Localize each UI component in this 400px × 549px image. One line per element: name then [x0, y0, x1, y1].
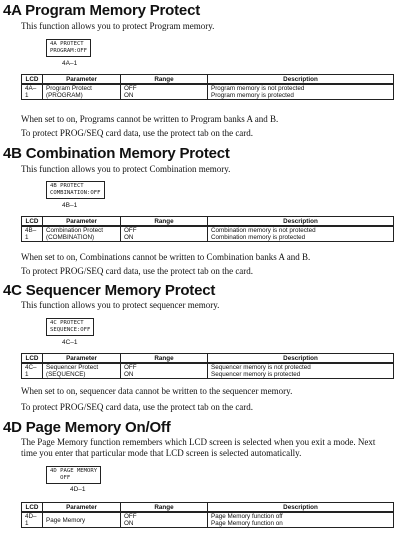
section-title: 4B Combination Memory Protect: [3, 145, 230, 162]
cell-description: [208, 226, 394, 242]
parameter-line-2: (COMBINATION): [46, 234, 95, 241]
table-header-row: [22, 503, 394, 513]
header-lcd: LCD: [22, 503, 43, 513]
range-off: OFF: [124, 227, 137, 234]
lcd-screen: [46, 181, 105, 199]
range-on: ON: [124, 371, 134, 378]
lcd-line-1: 4B PROTECT: [50, 183, 84, 189]
header-lcd: LCD: [22, 217, 43, 227]
note: When set to on, Programs cannot be written to Program banks A and B.: [21, 114, 279, 124]
description-line-2: Page Memory function on: [211, 520, 283, 527]
range-on: ON: [124, 520, 134, 527]
cell-lcd: 4C–1: [22, 363, 43, 379]
parameter-line-2: (SEQUENCE): [46, 371, 86, 378]
header-lcd: LCD: [22, 354, 43, 364]
section-title: 4C Sequencer Memory Protect: [3, 282, 216, 299]
section-title: 4D Page Memory On/Off: [3, 419, 171, 436]
description-line-1: Sequencer memory is not protected: [211, 364, 311, 371]
lcd-screen: [46, 466, 101, 484]
parameter-table: [21, 74, 394, 100]
header-range: Range: [121, 354, 208, 364]
section-intro: This function allows you to protect Combination memory.: [21, 164, 231, 174]
section-title: 4A Program Memory Protect: [3, 2, 201, 19]
cell-parameter: Page Memory: [43, 512, 121, 528]
range-off: OFF: [124, 85, 137, 92]
lcd-line-2: PROGRAM:OFF: [50, 48, 88, 54]
description-line-1: Page Memory function off: [211, 513, 283, 520]
cell-lcd: 4A–1: [22, 84, 43, 100]
lcd-line-2: SEQUENCE:OFF: [50, 327, 91, 333]
header-description: Description: [208, 75, 394, 85]
note: When set to on, Combinations cannot be written to Combination banks A and B.: [21, 252, 311, 262]
header-description: Description: [208, 503, 394, 513]
cell-range: [121, 512, 208, 528]
parameter-table: [21, 353, 394, 379]
header-lcd: LCD: [22, 75, 43, 85]
header-description: Description: [208, 217, 394, 227]
description-line-2: Program memory is protected: [211, 92, 294, 99]
parameter-table: [21, 502, 394, 528]
range-on: ON: [124, 92, 134, 99]
lcd-screen: [46, 39, 91, 57]
lcd-id: 4D–1: [70, 486, 86, 493]
parameter-line-1: Program Protect: [46, 85, 92, 92]
header-range: Range: [121, 75, 208, 85]
table-header-row: [22, 354, 394, 364]
table-row: [22, 512, 394, 528]
section-intro: This function allows you to protect Program memory.: [21, 21, 215, 31]
range-off: OFF: [124, 513, 137, 520]
header-parameter: Parameter: [43, 503, 121, 513]
cell-range: [121, 363, 208, 379]
parameter-line-1: Combination Protect: [46, 227, 104, 234]
lcd-id: 4A–1: [62, 60, 78, 67]
note: To protect PROG/SEQ card data, use the protect tab on the card.: [21, 266, 254, 276]
header-range: Range: [121, 217, 208, 227]
cell-description: [208, 512, 394, 528]
lcd-id: 4C–1: [62, 339, 78, 346]
cell-lcd: 4B–1: [22, 226, 43, 242]
lcd-line-1: 4D PAGE MEMORY: [50, 468, 98, 474]
cell-parameter: [43, 226, 121, 242]
parameter-table: [21, 216, 394, 242]
header-parameter: Parameter: [43, 217, 121, 227]
cell-description: [208, 363, 394, 379]
note: To protect PROG/SEQ card data, use the protect tab on the card.: [21, 402, 254, 412]
note: To protect PROG/SEQ card data, use the protect tab on the card.: [21, 128, 254, 138]
table-row: [22, 363, 394, 379]
note: When set to on, sequencer data cannot be written to the sequencer memory.: [21, 386, 293, 396]
table-row: [22, 84, 394, 100]
lcd-line-2: OFF: [50, 475, 71, 481]
description-line-2: Sequencer memory is protected: [211, 371, 301, 378]
lcd-id: 4B–1: [62, 202, 78, 209]
header-parameter: Parameter: [43, 354, 121, 364]
section-intro: This function allows you to protect sequencer memory.: [21, 300, 220, 310]
description-line-1: Program memory is not protected: [211, 85, 305, 92]
table-header-row: [22, 217, 394, 227]
cell-parameter: [43, 84, 121, 100]
lcd-line-2: COMBINATION:OFF: [50, 190, 101, 196]
cell-description: [208, 84, 394, 100]
lcd-line-1: 4A PROTECT: [50, 41, 84, 47]
lcd-line-1: 4C PROTECT: [50, 320, 84, 326]
description-line-2: Combination memory is protected: [211, 234, 306, 241]
table-header-row: [22, 75, 394, 85]
section-intro: The Page Memory function remembers which LCD screen is selected when you exit a mode. Next time you enter that particular mode that LCD screen is selected automatically.: [21, 437, 376, 458]
header-range: Range: [121, 503, 208, 513]
header-parameter: Parameter: [43, 75, 121, 85]
cell-range: [121, 84, 208, 100]
lcd-screen: [46, 318, 94, 336]
cell-range: [121, 226, 208, 242]
description-line-1: Combination memory is not protected: [211, 227, 316, 234]
range-on: ON: [124, 234, 134, 241]
range-off: OFF: [124, 364, 137, 371]
parameter-line-2: (PROGRAM): [46, 92, 83, 99]
table-row: [22, 226, 394, 242]
parameter-line-1: Sequencer Protect: [46, 364, 99, 371]
cell-lcd: 4D–1: [22, 512, 43, 528]
cell-parameter: [43, 363, 121, 379]
header-description: Description: [208, 354, 394, 364]
